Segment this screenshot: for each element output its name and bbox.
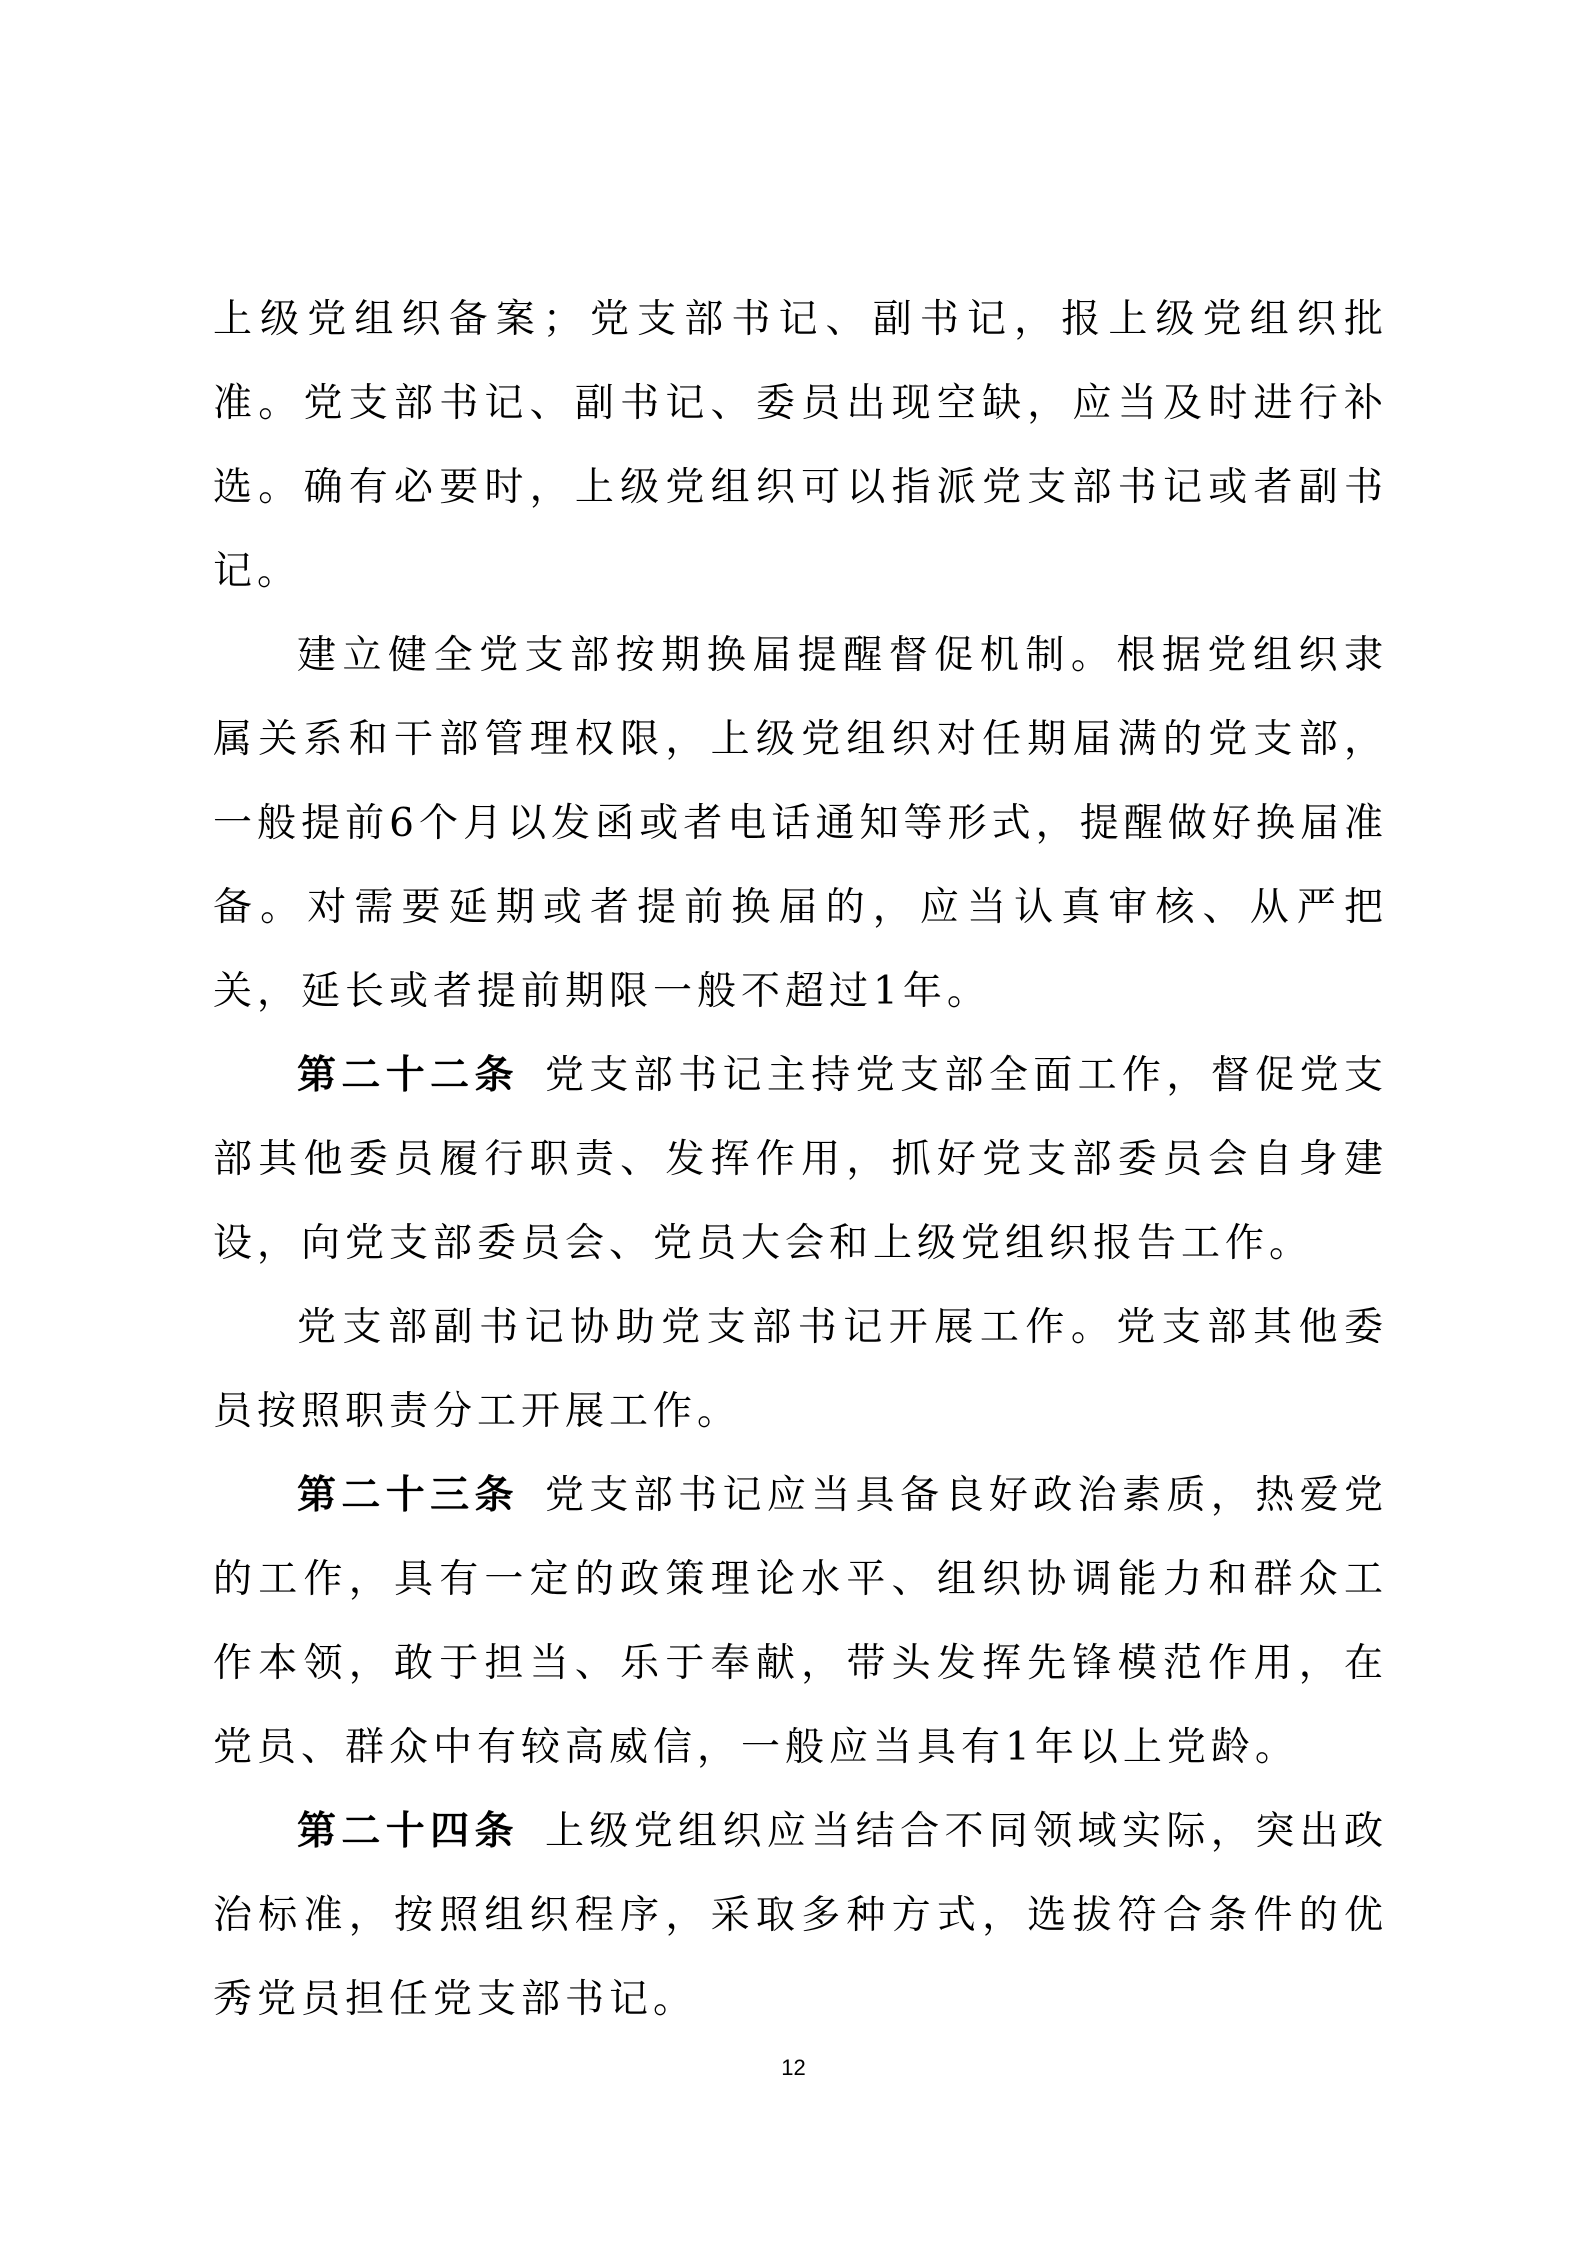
document-body — [213, 278, 1388, 2042]
article-number: 第二十三条 — [297, 1473, 519, 1518]
article-24 — [213, 1790, 1388, 2042]
article-22 — [213, 1034, 1388, 1286]
paragraph-text: 党支部书记应当具备良好政治素质，热爱党的工作，具有一定的政策理论水平、组织协调能力和群众工作本领，敢于担当、乐于奉献，带头发挥先锋模范作用，在党员、群众中有较高威信，一般应当具有1年以上党龄。 — [213, 1473, 1388, 1770]
paragraph-text: 建立健全党支部按期换届提醒督促机制。根据党组织隶属关系和干部管理权限，上级党组织对任期届满的党支部，一般提前6个月以发函或者电话通知等形式，提醒做好换届准备。对需要延期或者提前换届的，应当认真审核、从严把关，延长或者提前期限一般不超过1年。 — [213, 633, 1388, 1014]
paragraph-continuation — [213, 278, 1388, 614]
paragraph-text: 党支部书记主持党支部全面工作，督促党支部其他委员履行职责、发挥作用，抓好党支部委员会自身建设，向党支部委员会、党员大会和上级党组织报告工作。 — [213, 1053, 1388, 1266]
paragraph-text: 党支部副书记协助党支部书记开展工作。党支部其他委员按照职责分工开展工作。 — [213, 1305, 1388, 1434]
page-number: 12 — [781, 2055, 806, 2080]
paragraph-text: 上级党组织应当结合不同领域实际，突出政治标准，按照组织程序，采取多种方式，选拔符合条件的优秀党员担任党支部书记。 — [213, 1809, 1388, 2022]
article-23 — [213, 1454, 1388, 1790]
article-number: 第二十二条 — [297, 1053, 519, 1098]
article-number: 第二十四条 — [297, 1809, 519, 1854]
paragraph-text: 上级党组织备案；党支部书记、副书记，报上级党组织批准。党支部书记、副书记、委员出现空缺，应当及时进行补选。确有必要时，上级党组织可以指派党支部书记或者副书记。 — [213, 297, 1388, 594]
paragraph-deputy-secretary — [213, 1286, 1388, 1454]
paragraph-term-reminder — [213, 614, 1388, 1034]
